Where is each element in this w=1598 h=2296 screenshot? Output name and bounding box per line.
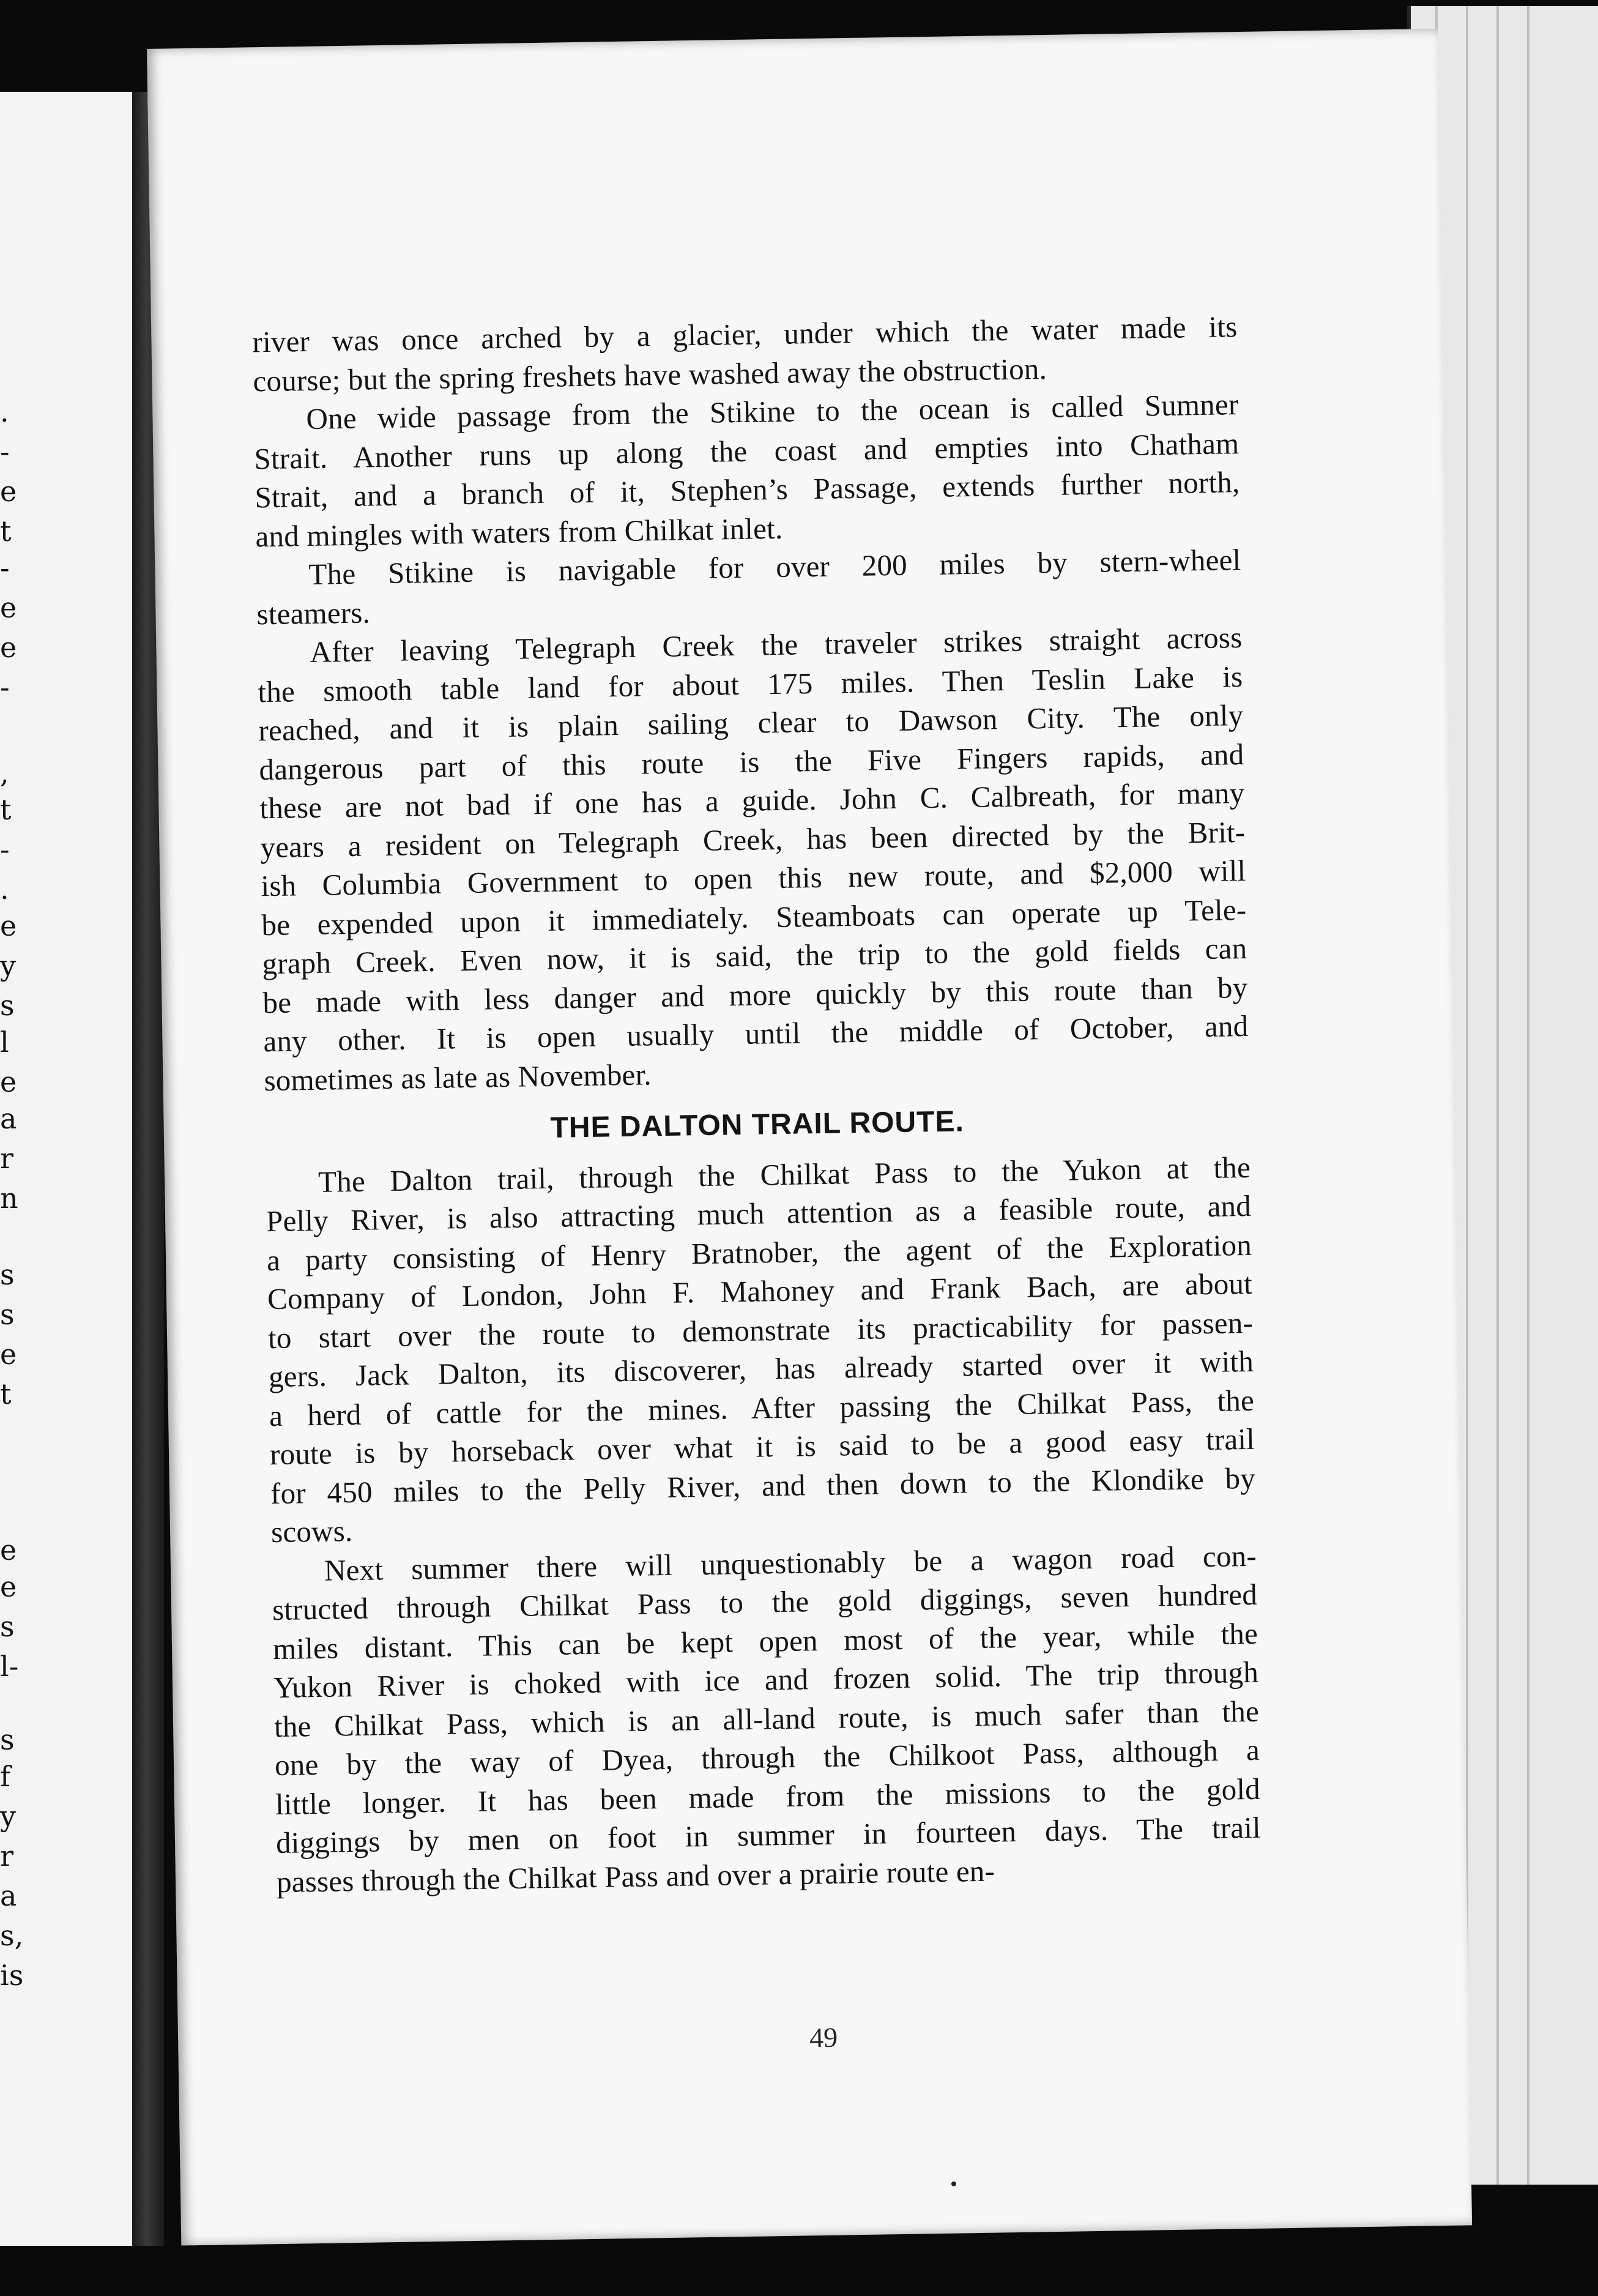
text-line: Pelly River, is also attracting much attention as a feasible route, and: [266, 1188, 1252, 1239]
page-number: 49: [809, 2021, 838, 2054]
paragraphs-after-heading: [266, 1147, 1262, 1901]
text-line: course; but the spring freshets have washed away the obstruction.: [253, 351, 1047, 398]
text-line: graph Creek. Even now, it is said, the trip to the gold fields can: [262, 931, 1247, 981]
margin-fragment: ,: [0, 756, 9, 789]
text-line: gers. Jack Dalton, its discoverer, has already started over it with: [268, 1344, 1254, 1394]
text-line: passes through the Chilkat Pass and over a prairie route en-: [276, 1854, 995, 1899]
margin-fragment: e: [0, 1570, 17, 1603]
text-line: reached, and it is plain sailing clear to Dawson City. The only: [258, 698, 1244, 748]
text-line: the Chilkat Pass, which is an all-land route, is much safer than the: [273, 1694, 1260, 1743]
margin-fragment: e: [0, 909, 17, 942]
margin-fragment: -: [0, 551, 10, 584]
text-line: The Dalton trail, through the Chilkat Pass to the Yukon at the: [318, 1150, 1251, 1199]
margin-fragment: e: [0, 631, 17, 664]
text-line: any other. It is open usually until the middle of October, and: [263, 1008, 1249, 1059]
margin-fragment: s: [0, 1258, 15, 1291]
margin-fragment: s: [0, 1610, 15, 1643]
text-line: sometimes as late as November.: [264, 1057, 652, 1097]
text-line: these are not bad if one has a guide. John C. Calbreath, for many: [259, 775, 1245, 826]
margin-fragment: t: [0, 1377, 12, 1411]
text-line: and mingles with waters from Chilkat inlet.: [255, 511, 783, 553]
paragraph: [272, 1536, 1262, 1901]
margin-fragment: l: [0, 1026, 9, 1059]
text-line: steamers.: [256, 595, 371, 631]
paragraph: [253, 385, 1241, 556]
page-text: [252, 307, 1262, 1901]
margin-fragment: -: [0, 833, 10, 866]
text-line: dangerous part of this route is the Five Fingers rapids, and: [259, 737, 1244, 786]
text-line: Strait, and a branch of it, Stephen’s Passage, extends further north,: [255, 465, 1240, 515]
text-line: ish Columbia Government to open this new route, and $2,000 will: [261, 853, 1246, 903]
text-line: Next summer there will unquestionably be a wagon road con-: [324, 1538, 1257, 1587]
margin-fragment: y: [0, 949, 16, 982]
margin-fragment: e: [0, 1338, 17, 1371]
margin-fragment: r: [0, 1142, 13, 1175]
margin-fragment: f: [0, 1760, 11, 1793]
margin-fragment: is: [0, 1959, 24, 1992]
margin-fragment: e: [0, 1065, 17, 1098]
margin-fragment: l-: [0, 1650, 19, 1683]
margin-fragment: e: [0, 475, 17, 508]
text-line: miles distant. This can be kept open most of the year, while the: [272, 1616, 1258, 1666]
margin-fragment: s: [0, 989, 15, 1022]
text-line: little longer. It has been made from the missions to the gold: [275, 1772, 1261, 1821]
margin-fragment: s,: [0, 1919, 24, 1952]
margin-fragment: -: [0, 435, 10, 468]
ink-speck: [951, 2182, 956, 2186]
text-line: to start over the route to demonstrate its practicability for passen-: [267, 1305, 1254, 1355]
text-line: After leaving Telegraph Creek the traveler strikes straight across: [310, 621, 1243, 669]
margin-fragment: t: [0, 515, 12, 548]
text-line: river was once arched by a glacier, under which the water made its: [252, 310, 1238, 359]
text-line: years a resident on Telegraph Creek, has been directed by the Brit-: [260, 814, 1246, 864]
text-line: a party consisting of Henry Bratnober, the agent of the Exploration: [266, 1228, 1252, 1277]
margin-fragment: s: [0, 1298, 15, 1331]
text-line: One wide passage from the Stikine to the ocean is called Sumner: [306, 387, 1239, 436]
text-line: The Stikine is navigable for over 200 miles by stern-wheel: [308, 543, 1241, 591]
margin-fragment: s: [0, 1723, 15, 1756]
paragraph: [256, 540, 1242, 633]
margin-fragment: e: [0, 591, 17, 624]
text-line: route is by horseback over what it is said to be a good easy trail: [269, 1422, 1255, 1472]
text-line: scows.: [270, 1514, 353, 1549]
margin-fragment: .: [0, 873, 9, 906]
text-line: diggings by men on foot in summer in fourteen days. The trail: [275, 1810, 1262, 1860]
text-line: structed through Chilkat Pass to the gold diggings, seven hundred: [272, 1577, 1258, 1627]
text-line: the smooth table land for about 175 miles. Then Teslin Lake is: [258, 659, 1243, 709]
text-line: be made with less danger and more quickly by this route than by: [262, 970, 1248, 1019]
text-line: be expended upon it immediately. Steamboats can operate up Tele-: [261, 892, 1247, 942]
margin-fragment: r: [0, 1839, 13, 1873]
margin-fragment: .: [0, 395, 9, 428]
text-line: one by the way of Dyea, through the Chilkoot Pass, although a: [274, 1732, 1260, 1783]
margin-fragment: e: [0, 1534, 17, 1567]
paragraphs-before-heading: [252, 307, 1249, 1100]
margin-fragment: a: [0, 1879, 17, 1912]
paragraph: [257, 618, 1249, 1100]
margin-fragment: n: [0, 1182, 18, 1215]
book-page: [147, 29, 1472, 2246]
paragraph: [266, 1147, 1257, 1551]
text-line: for 450 miles to the Pelly River, and then down to the Klondike by: [270, 1461, 1256, 1510]
text-line: Strait. Another runs up along the coast and empties into Chatham: [254, 426, 1239, 475]
margin-fragment: a: [0, 1102, 17, 1135]
margin-fragment: t: [0, 793, 12, 826]
paragraph: [252, 307, 1238, 400]
margin-fragment: -: [0, 671, 10, 704]
section-heading: THE DALTON TRAIL ROUTE.: [550, 1105, 965, 1144]
margin-fragment: y: [0, 1800, 16, 1833]
text-line: Yukon River is choked with ice and frozen solid. The trip through: [273, 1655, 1259, 1705]
text-line: a herd of cattle for the mines. After passing the Chilkat Pass, the: [269, 1383, 1255, 1433]
text-line: Company of London, John F. Mahoney and Frank Bach, are about: [267, 1266, 1253, 1316]
